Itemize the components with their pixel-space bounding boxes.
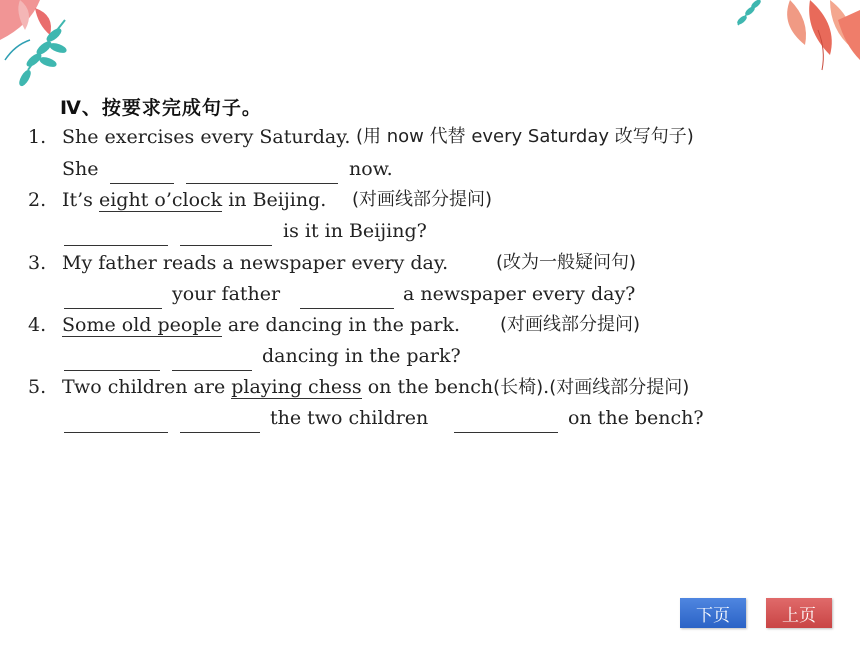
item-number: 3.: [28, 252, 47, 274]
previous-page-button[interactable]: 上页: [766, 598, 832, 628]
instruction-text: (改为一般疑问句): [496, 252, 637, 273]
answer-blank[interactable]: [186, 183, 338, 184]
instruction-text: (对画线部分提问): [500, 314, 641, 335]
section-title: Ⅳ、按要求完成句子。: [60, 97, 262, 119]
sentence-text: Two children are: [62, 376, 232, 398]
answer-text: the two children: [270, 407, 429, 429]
sentence-text: on the bench: [361, 376, 494, 398]
sentence-text: in Beijing.: [222, 189, 327, 211]
underlined-phrase: playing chess: [231, 376, 362, 398]
instruction-text: (对画线部分提问): [352, 189, 493, 210]
answer-blank[interactable]: [300, 308, 394, 309]
leaf-decoration-right: [730, 0, 860, 72]
item-number: 4.: [28, 314, 47, 336]
leaf-decoration-left: [0, 0, 90, 95]
answer-blank[interactable]: [64, 432, 168, 433]
answer-blank[interactable]: [180, 245, 272, 246]
answer-blank[interactable]: [172, 370, 252, 371]
item-number: 5.: [28, 376, 47, 398]
sentence-text: She exercises every Saturday.: [62, 126, 351, 148]
sentence-text: It’s: [62, 189, 99, 211]
answer-blank[interactable]: [454, 432, 558, 433]
underlined-phrase: eight o’clock: [98, 189, 223, 211]
sentence-text: are dancing in the park.: [221, 314, 461, 336]
answer-text: your father: [172, 283, 281, 305]
answer-text: She: [62, 158, 99, 180]
answer-blank[interactable]: [64, 370, 160, 371]
answer-blank[interactable]: [180, 432, 260, 433]
answer-text: now.: [349, 158, 393, 180]
answer-text: on the bench?: [568, 407, 704, 429]
answer-text: is it in Beijing?: [283, 220, 427, 242]
answer-blank[interactable]: [110, 183, 174, 184]
instruction-text: (对画线部分提问): [549, 377, 690, 398]
sentence-text: .: [543, 376, 550, 398]
next-page-button[interactable]: 下页: [680, 598, 746, 628]
gloss-text: (长椅): [493, 377, 544, 398]
sentence-text: My father reads a newspaper every day.: [62, 252, 449, 274]
answer-blank[interactable]: [64, 245, 168, 246]
answer-text: dancing in the park?: [262, 345, 461, 367]
underlined-phrase: Some old people: [62, 314, 222, 336]
item-number: 2.: [28, 189, 47, 211]
answer-text: a newspaper every day?: [403, 283, 636, 305]
item-number: 1.: [28, 126, 47, 148]
instruction-text: (用 now 代替 every Saturday 改写句子): [356, 126, 694, 147]
answer-blank[interactable]: [64, 308, 162, 309]
